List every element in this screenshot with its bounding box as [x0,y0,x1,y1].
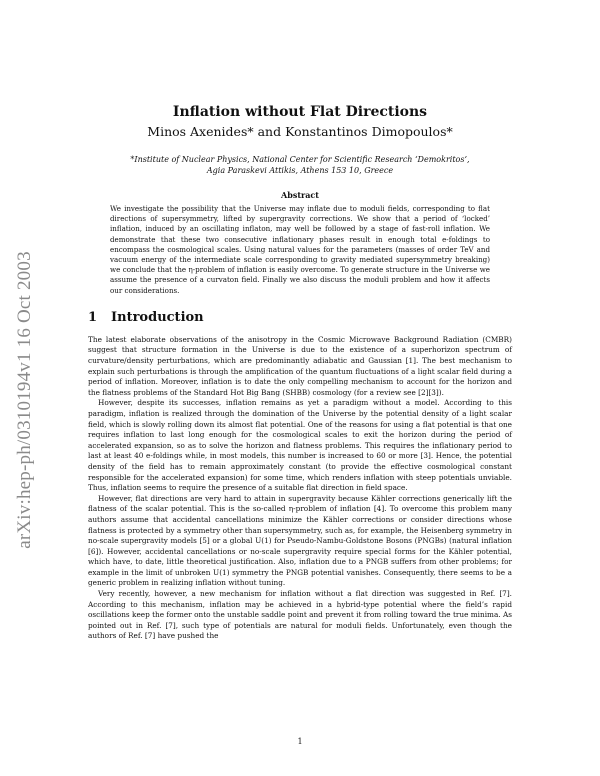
section-heading [88,310,512,325]
body-paragraph: The latest elaborate observations of the anisotropy in the Cosmic Microwave Background Radiation (CMBR) suggest that structure formation in the Universe is due to the existence of a superhorizon spectrum of curvature/density perturbations, which are predominantly adiabatic and Gaussian [1]. The best mechanism to explain such perturbations is through the amplification of the quantum fluctuations of a light scalar field during a period of inflation. Moreover, inflation is to date the only compelling mechanism to account for the horizon and the flatness problems of the Standard Hot Big Bang (SHBB) cosmology (for a review see [2][3]). [88,334,512,397]
section-title: Introduction [111,309,204,325]
affiliation-line: Agia Paraskevi Attikis, Athens 153 10, Greece [206,166,394,175]
abstract-text: We investigate the possibility that the Universe may inflate due to moduli fields, corresponding to flat directions of supersymmetry, lifted by supergravity corrections. We show that a period of ‘locked’ inflation, induced by an oscillating inflaton, may well be followed by a stage of fast-roll inflation. We demonstrate that these two consecutive inflationary phases result in enough total e-foldings to encompass the cosmological scales. Using natural values for the parameters (masses of order TeV and vacuum energy of the intermediate scale corresponding to gravity mediated supersymmetry breaking) we conclude that the η-problem of inflation is easily overcome. To generate structure in the Universe we assume the presence of a curvaton field. Finally we also discuss the moduli problem and how it affects our considerations. [110,204,490,295]
paper-authors: Minos Axenides* and Konstantinos Dimopoulos* [147,124,453,139]
affiliation-line: *Institute of Nuclear Physics, National Center for Scientific Research ‘Demokritos’, [130,155,470,164]
body-paragraph: However, flat directions are very hard to attain in supergravity because Kähler corrections generically lift the flatness of the scalar potential. This is the so-called η-problem of inflation [4]. To overcome this problem many authors assume that accidental cancellations minimize the Kähler corrections or consider directions whose flatness is protected by a symmetry other than supersymmetry, such as, for example, the Heisenberg symmetry in no-scale supergravity models [5] or a global U(1) for Pseudo-Nambu-Goldstone Bosons (PNGBs) (natural inflation [6]). However, accidental cancellations or no-scale supergravity require special forms for the Kähler potential, which have, to date, little theoretical justification. Also, inflation due to a PNGB suffers from other problems; for example in the limit of unbroken U(1) symmetry the PNGB potential vanishes. Consequently, there seems to be a generic problem in realizing inflation without tuning. [88,493,512,588]
affiliation [88,154,512,176]
section-number: 1 [88,309,98,325]
arxiv-stamp [4,200,46,600]
arxiv-identifier: arXiv:hep-ph/0310194v1 16 Oct 2003 [14,251,35,549]
body-paragraph: However, despite its successes, inflation remains as yet a paradigm without a model. According to this paradigm, inflation is realized through the domination of the Universe by the potential density of a light scalar field, which is slowly rolling down its almost flat potential. One of the reasons for using a flat potential is that one requires inflation to last long enough for the cosmological scales to exit the horizon during the period of accelerated expansion, so as to solve the horizon and flatness problems. This requires the inflationary period to last at least 40 e-foldings while, in most models, this number is increased to 60 or more [3]. Hence, the potential density of the field has to remain approximately constant (to provide the effective cosmological constant responsible for the accelerated expansion) for some time, which renders inflation with steep potentials unviable. Thus, inflation seems to require the presence of a suitable flat direction in field space. [88,398,512,493]
paper-content [88,103,512,642]
paper-title: Inflation without Flat Directions [172,104,428,120]
page-number: 1 [297,737,303,746]
body-paragraph: Very recently, however, a new mechanism for inflation without a flat direction was suggested in Ref. [7]. According to this mechanism, inflation may be achieved in a hybrid-type potential where the field’s rapid oscillations keep the former onto the unstable saddle point and prevent it from rolling toward the true minima. As pointed out in Ref. [7], such type of potentials are natural for moduli fields. Unfortunately, even though the authors of Ref. [7] have pushed the [88,589,512,641]
abstract-heading: Abstract [281,190,319,200]
